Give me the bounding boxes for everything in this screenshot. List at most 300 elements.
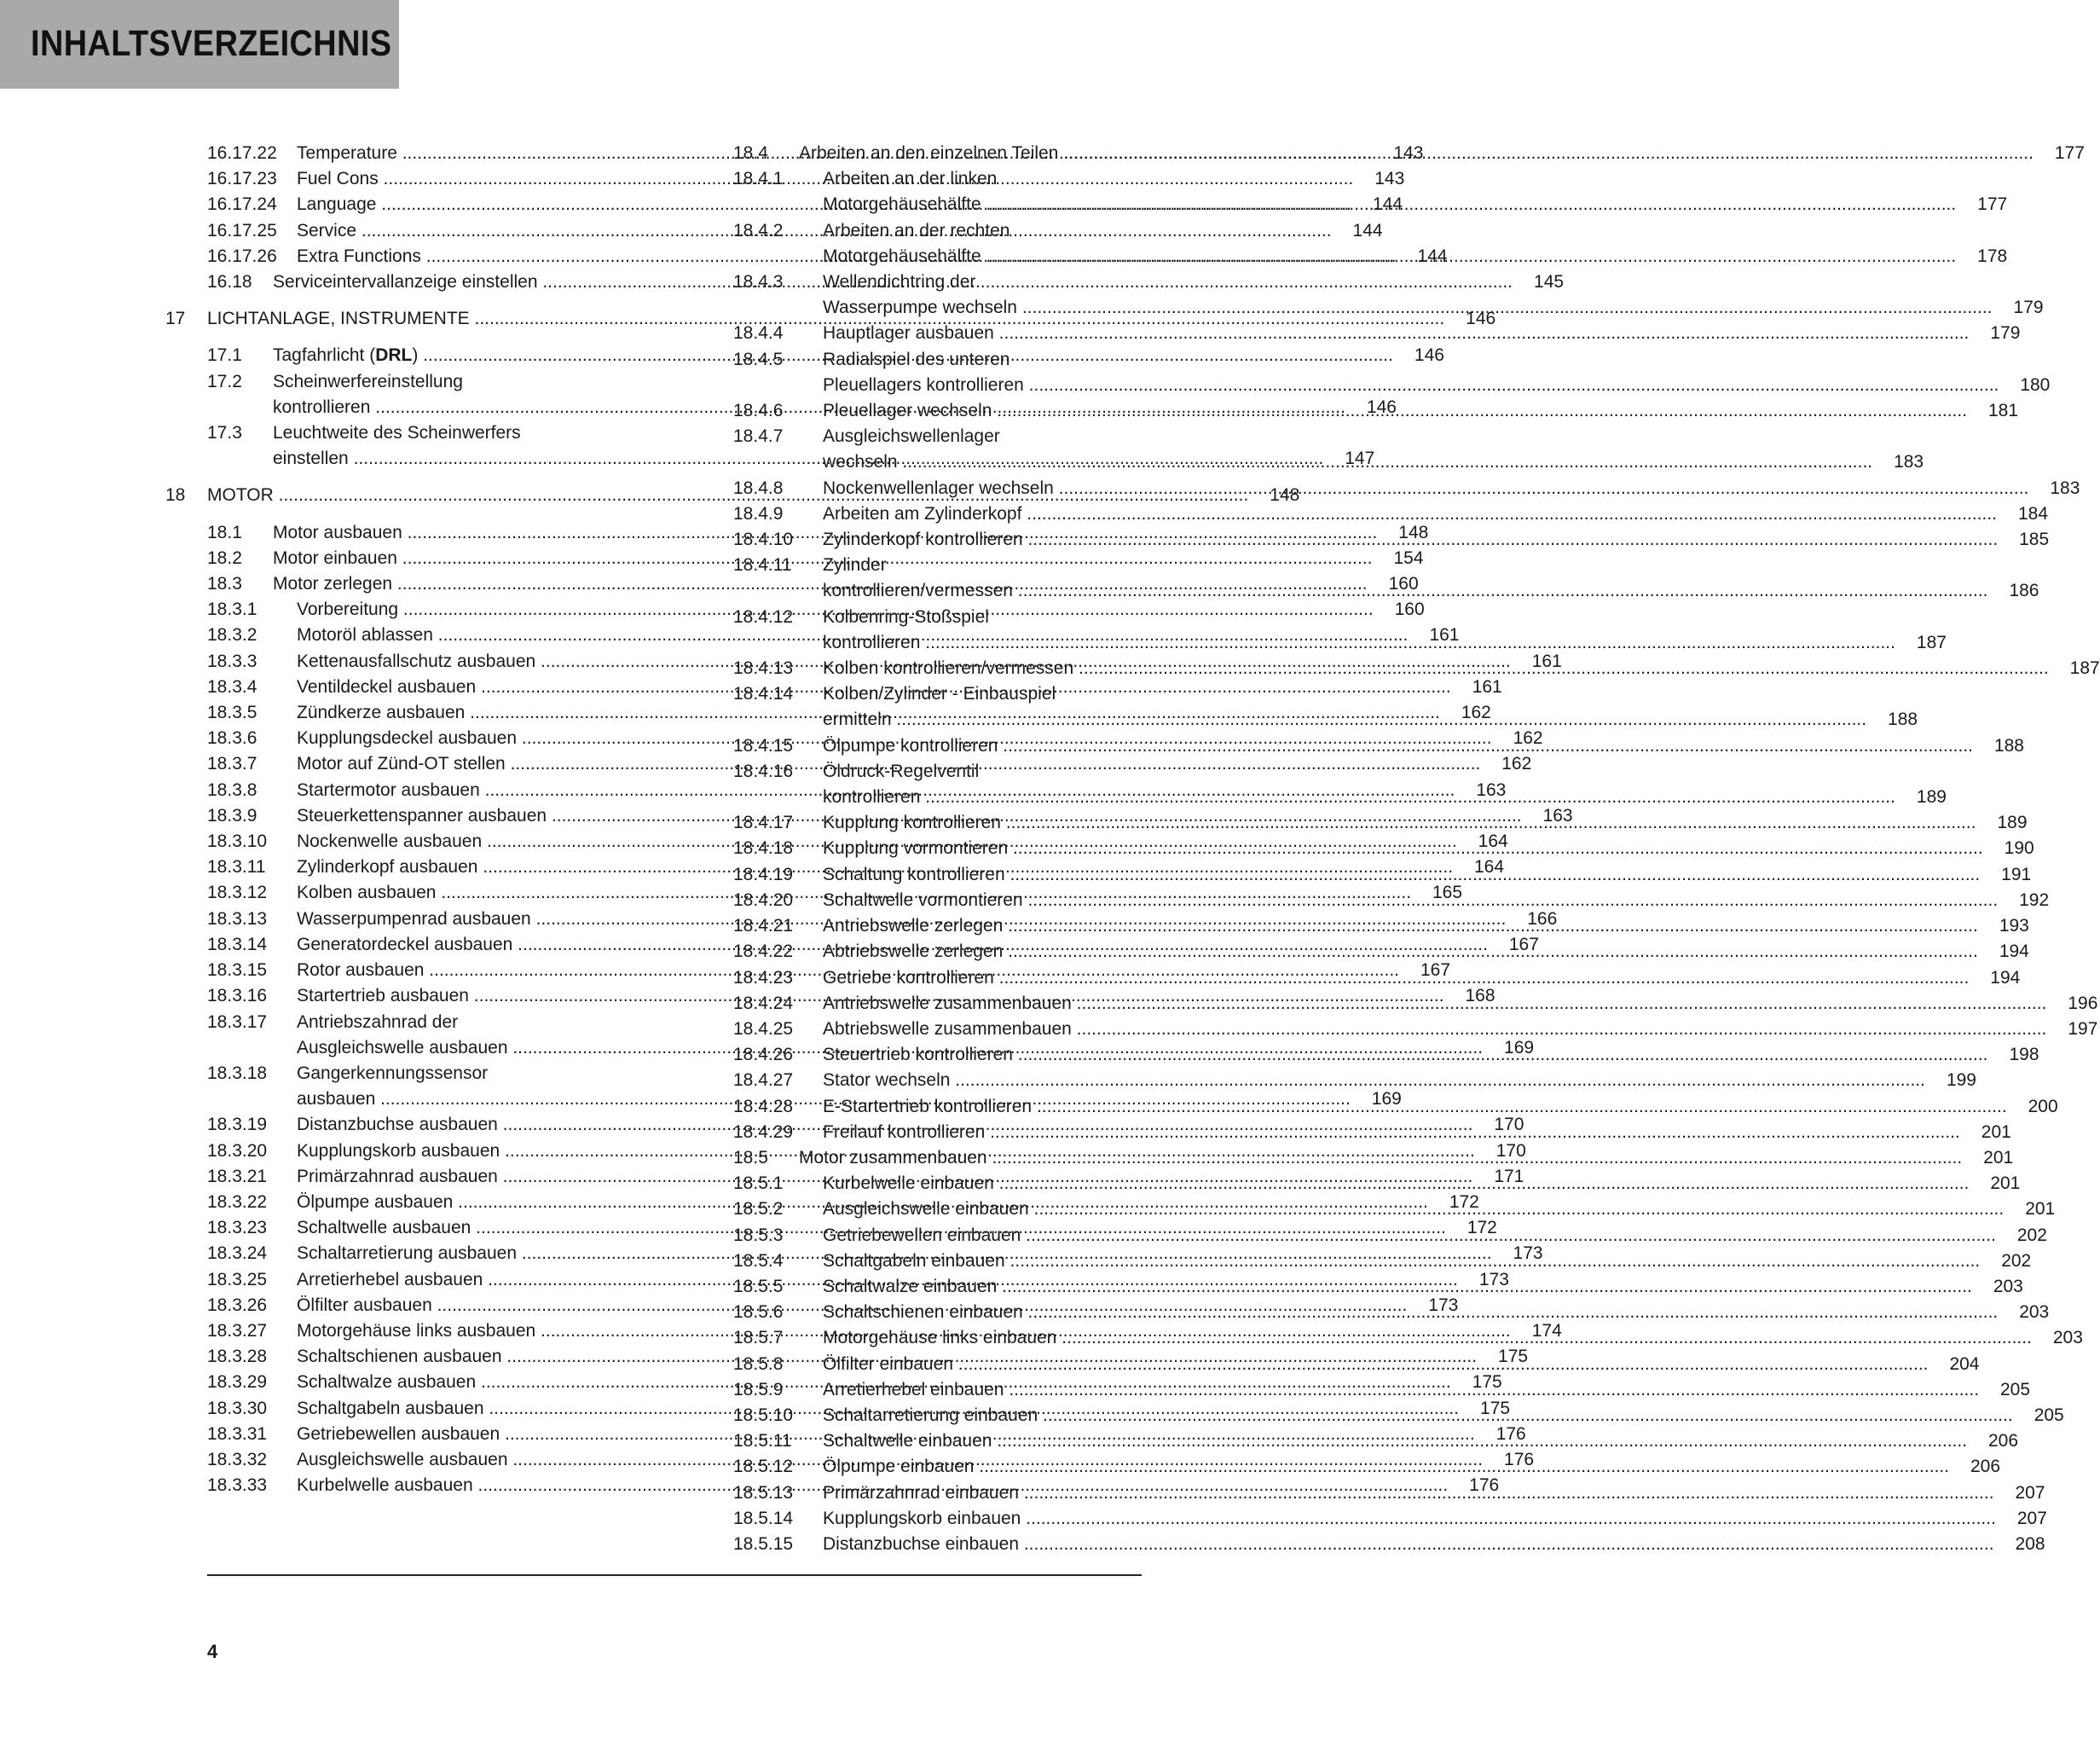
toc-entry-title-continued: ermitteln ..... bbox=[823, 707, 1866, 733]
toc-entry-title: Arbeiten am Zylinderkopf ..... bbox=[823, 501, 1997, 527]
toc-entry-page: 204 bbox=[1949, 1353, 1980, 1374]
toc-entry-title-continued: kontrollieren ..... bbox=[823, 630, 1895, 656]
toc-entry-page: 188 bbox=[1993, 735, 2024, 756]
toc-entry-page: 171 bbox=[1494, 1166, 1524, 1186]
toc-entry-number: 18.4.21 bbox=[733, 916, 794, 936]
toc-entry-number: 18.5.1 bbox=[733, 1173, 784, 1194]
toc-entry-title: Motor zusammenbauen ..... bbox=[799, 1145, 1962, 1171]
toc-entry-page: 206 bbox=[1970, 1457, 2001, 1477]
toc-entry-number: 18.3.33 bbox=[207, 1475, 268, 1496]
toc-entry-number: 18.5.12 bbox=[733, 1457, 794, 1477]
toc-entry-title: Language ..... bbox=[297, 192, 1351, 217]
toc-entry-page: 161 bbox=[1429, 625, 1460, 646]
toc-entry-number: 18.4.25 bbox=[733, 1018, 794, 1039]
toc-entry-title: Schaltgabeln einbauen ..... bbox=[823, 1249, 1980, 1274]
toc-entry-title: Motorgehäuse links ausbauen ..... bbox=[297, 1318, 1511, 1344]
toc-entry-page: 173 bbox=[1478, 1269, 1509, 1289]
toc-entry-number: 18.4.27 bbox=[733, 1070, 794, 1091]
toc-entry-page: 169 bbox=[1504, 1037, 1535, 1057]
toc-entry-number: 18.4.20 bbox=[733, 889, 794, 910]
toc-entry-title: Ventildeckel ausbauen ..... bbox=[297, 675, 1451, 700]
toc-entry-title: Distanzbuchse ausbauen ..... bbox=[297, 1112, 1472, 1138]
toc-entry-number: 18.3.18 bbox=[207, 1063, 268, 1083]
toc-entry-number: 18.4.2 bbox=[733, 220, 784, 240]
toc-entry-title: Tagfahrlicht (DRL) ..... bbox=[273, 343, 1393, 368]
toc-entry-title: Zylinder bbox=[823, 555, 887, 576]
toc-entry-page: 177 bbox=[2054, 143, 2085, 163]
toc-entry-page: 184 bbox=[2017, 503, 2049, 524]
toc-entry-page: 175 bbox=[1480, 1398, 1511, 1418]
toc-entry-title: Kolben kontrollieren/vermessen ..... bbox=[823, 656, 2049, 681]
toc-entry-page: 146 bbox=[1366, 397, 1397, 417]
toc-entry-page: 162 bbox=[1501, 754, 1532, 774]
toc-entry-title: Kurbelwelle einbauen ..... bbox=[823, 1171, 1969, 1196]
toc-entry-title: Schaltarretierung ausbauen ..... bbox=[297, 1241, 1492, 1266]
toc-entry-number: 18.5.15 bbox=[733, 1533, 794, 1554]
toc-entry-page: 176 bbox=[1504, 1449, 1535, 1469]
toc-entry-title: Zylinderkopf ausbauen ..... bbox=[297, 855, 1453, 880]
page-title: INHALTSVERZEICHNIS bbox=[31, 23, 392, 64]
toc-entry-number: 18.3.13 bbox=[207, 908, 268, 929]
toc-entry-number: 18.5.9 bbox=[733, 1379, 784, 1399]
toc-entry-number: 18.1 bbox=[207, 522, 242, 542]
toc-entry-number: 18.4.16 bbox=[733, 761, 794, 781]
toc-entry-number: 18.4.18 bbox=[733, 838, 794, 859]
toc-entry-number: 18.3.3 bbox=[207, 651, 257, 671]
toc-entry-number: 18.3.31 bbox=[207, 1423, 268, 1444]
toc-entry-title-continued: wechseln ..... bbox=[823, 449, 1872, 475]
toc-entry-title: Kupplungsdeckel ausbauen ..... bbox=[297, 726, 1492, 751]
toc-entry-title-continued: ausbauen ..... bbox=[297, 1086, 1351, 1112]
toc-entry-page: 145 bbox=[1534, 272, 1565, 293]
toc-entry-number: 18.3.5 bbox=[207, 703, 257, 723]
toc-entry-page: 162 bbox=[1461, 703, 1491, 723]
toc-entry-number: 16.18 bbox=[207, 272, 252, 293]
toc-entry-number: 17.3 bbox=[207, 423, 242, 443]
toc-entry-title: LICHTANLAGE, INSTRUMENTE ..... bbox=[207, 306, 1444, 332]
toc-entry-title: Nockenwelle ausbauen ..... bbox=[297, 829, 1457, 855]
toc-entry-title: Getriebewellen einbauen ..... bbox=[823, 1223, 1996, 1249]
toc-entry-title: Ölpumpe ausbauen ..... bbox=[297, 1190, 1428, 1215]
toc-entry-number: 16.17.22 bbox=[207, 143, 277, 163]
toc-entry-title: Schaltwelle einbauen ..... bbox=[823, 1428, 1967, 1454]
toc-entry-page: 183 bbox=[1894, 452, 1924, 472]
toc-entry-page: 169 bbox=[1371, 1089, 1402, 1110]
toc-entry-page: 201 bbox=[1981, 1121, 2011, 1142]
toc-entry-title: Schaltschienen einbauen ..... bbox=[823, 1300, 1998, 1325]
toc-entry-page: 187 bbox=[2069, 658, 2100, 679]
toc-entry-number: 18.3.15 bbox=[207, 960, 268, 981]
toc-entry-title: Arretierhebel ausbauen ..... bbox=[297, 1267, 1458, 1293]
toc-entry-page: 161 bbox=[1472, 676, 1502, 697]
toc-entry-page: 189 bbox=[1916, 787, 1947, 808]
toc-entry-title: Motor auf Zünd-OT stellen ..... bbox=[297, 751, 1480, 777]
toc-entry-page: 176 bbox=[1469, 1475, 1500, 1496]
toc-entry-title: Kurbelwelle ausbauen ..... bbox=[297, 1473, 1448, 1498]
toc-entry-title-continued: kontrollieren ..... bbox=[823, 785, 1895, 810]
toc-entry-number: 17.2 bbox=[207, 371, 242, 391]
toc-entry-number: 18.5.13 bbox=[733, 1482, 794, 1503]
toc-entry-page: 175 bbox=[1472, 1372, 1502, 1393]
toc-entry-page: 170 bbox=[1494, 1115, 1524, 1135]
footer-divider bbox=[207, 1574, 1142, 1576]
header-banner bbox=[0, 0, 399, 89]
toc-entry-page: 192 bbox=[2019, 889, 2050, 910]
toc-entry-title: Ölpumpe einbauen ..... bbox=[823, 1454, 1949, 1480]
toc-entry-page: 165 bbox=[1432, 883, 1463, 903]
toc-entry-page: 191 bbox=[2001, 864, 2032, 884]
toc-entry-number: 18.5.6 bbox=[733, 1302, 784, 1323]
toc-entry-title: Generatordeckel ausbauen ..... bbox=[297, 932, 1488, 958]
toc-entry-title: Kolben ausbauen ..... bbox=[297, 880, 1411, 906]
toc-entry-page: 168 bbox=[1465, 986, 1495, 1006]
toc-entry-number: 18.5.5 bbox=[733, 1276, 784, 1296]
toc-entry-page: 180 bbox=[2020, 374, 2051, 395]
toc-entry-title: Hauptlager ausbauen ..... bbox=[823, 321, 1969, 346]
toc-entry-page: 175 bbox=[1498, 1347, 1529, 1367]
toc-entry-number: 16.17.24 bbox=[207, 194, 277, 215]
toc-entry-number: 18.4.14 bbox=[733, 684, 794, 704]
toc-entry-number: 18.4 bbox=[733, 143, 768, 163]
toc-entry-number: 18.3.30 bbox=[207, 1398, 268, 1418]
toc-entry-title: Öldruck-Regelventil bbox=[823, 761, 980, 781]
toc-entry-number: 18.3.17 bbox=[207, 1011, 268, 1032]
toc-entry-number: 18.4.26 bbox=[733, 1045, 794, 1065]
toc-entry-title: Ausgleichswelle ausbauen ..... bbox=[297, 1447, 1483, 1473]
toc-entry-title: Rotor ausbauen ..... bbox=[297, 958, 1399, 983]
toc-entry-title: Schaltung kontrollieren ..... bbox=[823, 862, 1980, 888]
toc-entry-title: Vorbereitung ..... bbox=[297, 597, 1374, 623]
toc-entry-number: 18.5.3 bbox=[733, 1225, 784, 1245]
toc-entry-title: Freilauf kontrollieren ..... bbox=[823, 1120, 1960, 1145]
toc-entry-title: Kolbenring-Stoßspiel bbox=[823, 606, 989, 627]
toc-entry-page: 178 bbox=[1977, 246, 2008, 266]
toc-entry-page: 183 bbox=[2050, 478, 2080, 498]
toc-entry-title: Zündkerze ausbauen ..... bbox=[297, 700, 1440, 726]
toc-entry-page: 144 bbox=[1372, 194, 1403, 215]
toc-entry-number: 18.4.3 bbox=[733, 272, 784, 293]
toc-entry-page: 164 bbox=[1478, 831, 1508, 852]
toc-entry-page: 147 bbox=[1345, 449, 1375, 469]
toc-entry-number: 18.4.28 bbox=[733, 1096, 794, 1116]
toc-entry-title: Arbeiten an der rechten bbox=[823, 220, 1010, 240]
toc-entry-number: 18.3.11 bbox=[207, 857, 266, 878]
toc-entry-number: 18.4.29 bbox=[733, 1121, 794, 1142]
toc-entry-page: 176 bbox=[1495, 1423, 1526, 1444]
toc-entry-page: 179 bbox=[1990, 323, 2021, 344]
toc-entry-page: 203 bbox=[2019, 1302, 2050, 1323]
toc-entry-page: 201 bbox=[1990, 1173, 2021, 1194]
toc-entry-page: 167 bbox=[1508, 934, 1539, 954]
toc-entry-page: 148 bbox=[1398, 522, 1429, 542]
toc-entry-title: Schaltwalze ausbauen ..... bbox=[297, 1370, 1451, 1395]
toc-entry-page: 206 bbox=[1988, 1431, 2019, 1451]
toc-entry-number: 18.3.1 bbox=[207, 600, 257, 620]
toc-entry[interactable] bbox=[733, 321, 2021, 346]
toc-entry-page: 205 bbox=[2033, 1405, 2064, 1425]
toc-entry-page: 201 bbox=[1983, 1147, 2014, 1167]
toc-entry-number: 18.3.12 bbox=[207, 883, 268, 903]
toc-entry-title: Kupplung vormontieren ..... bbox=[823, 836, 1983, 861]
toc-entry-number: 16.17.23 bbox=[207, 169, 277, 189]
toc-entry-title: Antriebswelle zerlegen ..... bbox=[823, 913, 1978, 939]
toc-entry-title: Ölfilter einbauen ..... bbox=[823, 1352, 1929, 1377]
toc-entry-title: Motor einbauen ..... bbox=[273, 546, 1373, 571]
toc-entry-title: Extra Functions ..... bbox=[297, 244, 1396, 269]
toc-entry-number: 18.3.4 bbox=[207, 676, 257, 697]
toc-entry-title: Kupplungskorb ausbauen ..... bbox=[297, 1139, 1475, 1164]
toc-entry-title: Stator wechseln ..... bbox=[823, 1068, 1925, 1093]
toc-entry-number: 18.4.5 bbox=[733, 349, 784, 369]
toc-entry-page: 198 bbox=[2009, 1045, 2039, 1065]
toc-entry-number: 18.5.8 bbox=[733, 1353, 784, 1374]
toc-entry-number: 18.4.11 bbox=[733, 555, 792, 576]
toc-entry-page: 207 bbox=[2016, 1508, 2047, 1528]
toc-entry-title: Pleuellager wechseln ..... bbox=[823, 398, 1967, 424]
toc-entry-number: 18.4.8 bbox=[733, 478, 784, 498]
toc-entry-title: Getriebewellen ausbauen ..... bbox=[297, 1422, 1475, 1447]
toc-entry-title: Steuerkettenspanner ausbauen ..... bbox=[297, 803, 1522, 829]
toc-entry-title: Schaltwalze einbauen ..... bbox=[823, 1274, 1972, 1300]
toc-entry-number: 18.3.20 bbox=[207, 1140, 268, 1161]
toc-entry-page: 146 bbox=[1466, 309, 1496, 329]
toc-entry-page: 163 bbox=[1542, 805, 1573, 826]
toc-entry-page: 173 bbox=[1513, 1243, 1543, 1264]
toc-entry[interactable] bbox=[733, 1532, 2045, 1557]
toc-entry-number: 18.4.24 bbox=[733, 993, 794, 1013]
toc-entry[interactable] bbox=[733, 501, 2049, 527]
toc-entry-number: 18.3.22 bbox=[207, 1191, 268, 1212]
toc-entry-page: 160 bbox=[1388, 574, 1419, 594]
toc-entry-page: 146 bbox=[1414, 345, 1444, 366]
toc-entry-page: 202 bbox=[2001, 1250, 2032, 1271]
toc-entry-page: 185 bbox=[2019, 530, 2050, 550]
toc-entry-number: 18.5.14 bbox=[733, 1508, 794, 1528]
toc-entry-page: 163 bbox=[1476, 779, 1507, 800]
toc-entry-number: 18.3.8 bbox=[207, 779, 257, 800]
toc-entry-page: 193 bbox=[1999, 916, 2029, 936]
toc-entry-title: Kolben/Zylinder - Einbauspiel bbox=[823, 684, 1056, 704]
toc-entry-title: Kupplung kontrollieren ..... bbox=[823, 810, 1976, 836]
toc-entry-number: 17 bbox=[165, 309, 186, 329]
toc-entry-number: 18.3.19 bbox=[207, 1115, 268, 1135]
toc-entry-title: Radialspiel des unteren bbox=[823, 349, 1010, 369]
toc-entry-title: Primärzahnrad einbauen ..... bbox=[823, 1480, 1994, 1506]
toc-entry-title: Ausgleichswellenlager bbox=[823, 426, 1000, 447]
toc-entry[interactable] bbox=[733, 1506, 2047, 1532]
toc-entry-number: 16.17.26 bbox=[207, 246, 277, 266]
toc-entry-number: 18.4.13 bbox=[733, 658, 794, 679]
toc-entry-title-continued: Pleuellagers kontrollieren ..... bbox=[823, 373, 1999, 398]
toc-entry-page: 181 bbox=[1987, 401, 2019, 421]
toc-entry-title: Fuel Cons ..... bbox=[297, 166, 1353, 192]
toc-entry-page: 194 bbox=[1999, 942, 2029, 962]
page-number: 4 bbox=[207, 1641, 218, 1662]
toc-entry-page: 162 bbox=[1513, 728, 1543, 749]
toc-entry-number: 18.3 bbox=[207, 574, 242, 594]
toc-entry-page: 160 bbox=[1394, 600, 1425, 620]
toc-entry-title: Kettenausfallschutz ausbauen ..... bbox=[297, 649, 1511, 675]
toc-entry-title: Leuchtweite des Scheinwerfers bbox=[273, 423, 521, 443]
toc-entry-number: 18.5.4 bbox=[733, 1250, 784, 1271]
toc-entry-page: 202 bbox=[2016, 1225, 2047, 1245]
toc-entry-page: 177 bbox=[1977, 194, 2008, 215]
toc-entry-page: 207 bbox=[2015, 1482, 2045, 1503]
toc-entry-title: Antriebszahnrad der bbox=[297, 1011, 459, 1032]
toc-entry-number: 18.5.7 bbox=[733, 1328, 784, 1348]
toc-entry-number: 18.4.22 bbox=[733, 942, 794, 962]
toc-entry-number: 18.3.23 bbox=[207, 1218, 268, 1238]
toc-entry-title: Motorgehäuse links einbauen ..... bbox=[823, 1325, 2032, 1351]
toc-entry-number: 18.3.21 bbox=[207, 1166, 268, 1186]
toc-entry-number: 18 bbox=[165, 485, 186, 506]
toc-entry-number: 18.4.6 bbox=[733, 401, 784, 421]
toc-entry-number: 18.4.23 bbox=[733, 967, 794, 988]
toc-entry-page: 189 bbox=[1997, 813, 2028, 833]
toc-entry-title: Ölfilter ausbauen ..... bbox=[297, 1293, 1407, 1318]
toc-entry-title: Arretierhebel einbauen ..... bbox=[823, 1377, 1979, 1403]
toc-entry-title: Motor ausbauen ..... bbox=[273, 520, 1377, 546]
toc-entry-number: 18.3.25 bbox=[207, 1269, 268, 1289]
toc-entry-page: 143 bbox=[1374, 169, 1405, 189]
toc-entry-page: 170 bbox=[1495, 1140, 1526, 1161]
toc-entry-title: Schaltarretierung einbauen ..... bbox=[823, 1403, 2013, 1428]
toc-entry-number: 18.2 bbox=[207, 548, 242, 568]
toc-entry-page: 154 bbox=[1393, 548, 1424, 568]
toc-entry-page: 186 bbox=[2009, 581, 2039, 601]
toc-entry-number: 18.4.17 bbox=[733, 813, 794, 833]
toc-entry-title: E-Startertrieb kontrollieren ..... bbox=[823, 1094, 2007, 1120]
toc-entry-title-continued: Motorgehäusehälfte ..... bbox=[823, 244, 1956, 269]
toc-entry-title: Wasserpumpenrad ausbauen ..... bbox=[297, 907, 1506, 932]
toc-entry-number: 18.4.19 bbox=[733, 864, 794, 884]
toc-entry-number: 18.3.6 bbox=[207, 728, 257, 749]
toc-entry-page: 187 bbox=[1916, 632, 1947, 652]
toc-entry-title: Motoröl ablassen ..... bbox=[297, 623, 1408, 648]
toc-entry-title: Antriebswelle zusammenbauen ..... bbox=[823, 991, 2046, 1017]
toc-entry-page: 161 bbox=[1531, 651, 1562, 671]
toc-entry-page: 203 bbox=[2052, 1328, 2083, 1348]
toc-entry-number: 18.4.1 bbox=[733, 169, 784, 189]
toc-entry-page: 190 bbox=[2004, 838, 2034, 859]
toc-entry-title: Temperature ..... bbox=[297, 141, 1372, 166]
toc-entry-title: Schaltwelle ausbauen ..... bbox=[297, 1215, 1446, 1241]
toc-entry-title: Schaltschienen ausbauen ..... bbox=[297, 1344, 1477, 1370]
toc-entry-number: 18.3.10 bbox=[207, 831, 268, 852]
toc-entry[interactable] bbox=[733, 1068, 1976, 1093]
toc-entry-page: 179 bbox=[2013, 298, 2044, 318]
toc-entry-number: 18.4.12 bbox=[733, 606, 794, 627]
toc-entry-page: 164 bbox=[1474, 857, 1505, 878]
toc-entry-page: 174 bbox=[1531, 1320, 1562, 1341]
toc-entry-number: 18.3.16 bbox=[207, 986, 268, 1006]
toc-entry-title: MOTOR ..... bbox=[207, 483, 1248, 508]
toc-entry-title: Serviceintervallanzeige einstellen ..... bbox=[273, 269, 1513, 295]
toc-entry-number: 18.5.2 bbox=[733, 1199, 784, 1220]
toc-entry-page: 172 bbox=[1449, 1191, 1479, 1212]
toc-entry-title-continued: Wasserpumpe wechseln ..... bbox=[823, 295, 1993, 321]
toc-entry-number: 18.5 bbox=[733, 1147, 768, 1167]
toc-entry-page: 196 bbox=[2068, 993, 2098, 1013]
toc-entry-page: 194 bbox=[1990, 967, 2021, 988]
toc-entry-title: Schaltwelle vormontieren ..... bbox=[823, 888, 1998, 913]
toc-entry-page: 172 bbox=[1467, 1218, 1497, 1238]
toc-entry-title: Service ..... bbox=[297, 218, 1332, 244]
toc-entry-number: 18.3.9 bbox=[207, 805, 257, 826]
toc-entry-page: 143 bbox=[1393, 143, 1424, 163]
toc-entry-title: Zylinderkopf kontrollieren ..... bbox=[823, 527, 1998, 553]
toc-entry-number: 18.5.10 bbox=[733, 1405, 794, 1425]
toc-entry-number: 18.3.7 bbox=[207, 754, 257, 774]
toc-entry-title: Nockenwellenlager wechseln ..... bbox=[823, 476, 2028, 501]
toc-entry-title: Abtriebswelle zerlegen ..... bbox=[823, 939, 1978, 965]
toc-entry-title: Primärzahnrad ausbauen ..... bbox=[297, 1164, 1472, 1190]
toc-entry-page: 199 bbox=[1946, 1070, 1976, 1091]
toc-entry-page: 144 bbox=[1417, 246, 1448, 266]
toc-entry-page: 167 bbox=[1420, 960, 1451, 981]
toc-entry-number: 17.1 bbox=[207, 345, 242, 366]
toc-entry-page: 203 bbox=[1993, 1276, 2023, 1296]
toc-entry-title: Scheinwerfereinstellung bbox=[273, 371, 463, 391]
toc-entry-title-continued: Ausgleichswelle ausbauen ..... bbox=[297, 1035, 1483, 1061]
toc-entry-title-continued: kontrollieren/vermessen ..... bbox=[823, 578, 1988, 604]
toc-entry[interactable] bbox=[733, 1017, 2098, 1042]
toc-entry-title: Schaltgabeln ausbauen ..... bbox=[297, 1396, 1459, 1422]
toc-entry-title: Steuertrieb kontrollieren ..... bbox=[823, 1042, 1988, 1068]
toc-entry-number: 18.3.32 bbox=[207, 1449, 268, 1469]
toc-entry-page: 197 bbox=[2068, 1018, 2098, 1039]
toc-entry-page: 173 bbox=[1428, 1295, 1459, 1315]
toc-entry-title: Motor zerlegen ..... bbox=[273, 571, 1368, 597]
toc-entry-title: Arbeiten an der linken bbox=[823, 169, 998, 189]
toc-entry-page: 201 bbox=[2025, 1199, 2056, 1220]
toc-entry-title: Startermotor ausbauen ..... bbox=[297, 778, 1455, 803]
toc-entry-title-continued: Motorgehäusehälfte ..... bbox=[823, 192, 1956, 217]
toc-entry-title: Getriebe kontrollieren ..... bbox=[823, 965, 1969, 991]
toc-entry-title: Arbeiten an den einzelnen Teilen ..... bbox=[799, 141, 2033, 166]
toc-entry-number: 18.4.10 bbox=[733, 530, 794, 550]
toc-entry-number: 18.3.2 bbox=[207, 625, 257, 646]
toc-entry-title-continued: kontrollieren ..... bbox=[273, 395, 1345, 420]
toc-entry-title: Startertrieb ausbauen ..... bbox=[297, 983, 1444, 1009]
toc-entry-title: Ölpumpe kontrollieren ..... bbox=[823, 733, 1973, 759]
toc-entry-page: 166 bbox=[1527, 908, 1558, 929]
toc-entry-title-continued: einstellen ..... bbox=[273, 446, 1323, 472]
toc-entry-page: 144 bbox=[1352, 220, 1383, 240]
toc-entry-number: 18.3.29 bbox=[207, 1372, 268, 1393]
toc-entry-number: 18.3.27 bbox=[207, 1320, 268, 1341]
toc-entry-number: 18.4.15 bbox=[733, 735, 794, 756]
toc-entry-page: 205 bbox=[2000, 1379, 2031, 1399]
toc-entry-page: 188 bbox=[1888, 710, 1918, 730]
toc-entry-number: 18.3.26 bbox=[207, 1295, 268, 1315]
toc-entry-number: 18.3.14 bbox=[207, 934, 268, 954]
toc-entry-number: 16.17.25 bbox=[207, 220, 277, 240]
toc-entry-title: Abtriebswelle zusammenbauen ..... bbox=[823, 1017, 2046, 1042]
toc-entry-number: 18.4.4 bbox=[733, 323, 784, 344]
toc-entry-number: 18.3.28 bbox=[207, 1347, 268, 1367]
toc-entry-title: Ausgleichswelle einbauen ..... bbox=[823, 1196, 2004, 1222]
toc-entry-number: 18.3.24 bbox=[207, 1243, 268, 1264]
toc-entry-title: Distanzbuchse einbauen ..... bbox=[823, 1532, 1994, 1557]
toc-entry-title: Wellendichtring der bbox=[823, 272, 976, 293]
toc-entry-page: 200 bbox=[2028, 1096, 2058, 1116]
toc-entry-number: 18.5.11 bbox=[733, 1431, 792, 1451]
toc-entry-title: Gangerkennungssensor bbox=[297, 1063, 489, 1083]
toc-entry-number: 18.4.9 bbox=[733, 503, 784, 524]
toc-entry-title: Kupplungskorb einbauen ..... bbox=[823, 1506, 1996, 1532]
toc-entry-number: 18.4.7 bbox=[733, 426, 784, 447]
